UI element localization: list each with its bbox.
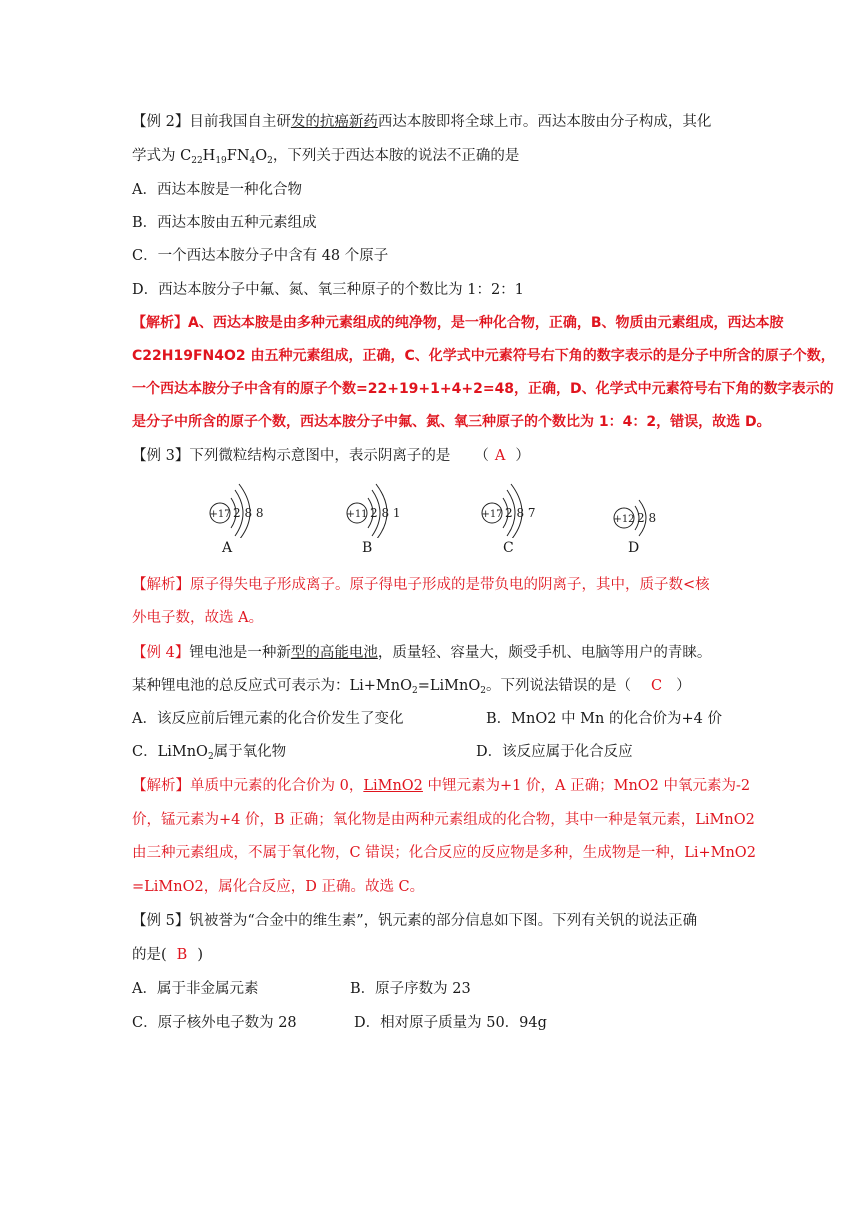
atom-diagram-a xyxy=(205,478,285,542)
atom-b-electrons: 2 8 1 xyxy=(370,506,401,520)
ex2-solution-line4: 是分子中所含的原子个数，西达本胺分子中氟、氮、氧三种原子的个数比为 1：4：2，错误，故选 D。 xyxy=(132,414,771,430)
ex4-option-a: A．该反应前后锂元素的化合价发生了变化 xyxy=(132,711,404,727)
ex2-solution-line2: C22H19FN4O2 由五种元素组成，正确，C、化学式中元素符号右下角的数字表示的是分子中所含的原子个数， xyxy=(132,348,835,364)
ex2-option-b: B．西达本胺由五种元素组成 xyxy=(132,215,317,231)
atom-label-c: C xyxy=(503,540,514,556)
ex4-question-line2: 某种锂电池的总反应式可表示为：Li+MnO$_2$=LiMnO$_2$。下列说法错误的是（ C ） xyxy=(132,678,691,696)
ex2-question-line1: 【例 2】目前我国自主研发的抗癌新药西达本胺即将全球上市。西达本胺由分子构成，其化 xyxy=(132,114,712,130)
ex3-solution-line1: 【解析】原子得失电子形成离子。原子得电子形成的是带负电的阴离子，其中，质子数<核 xyxy=(132,577,710,593)
ex4-solution-line1: 【解析】单质中元素的化合价为 0，LiMnO2 中锂元素为+1 价，A 正确；MnO2 中氧元素为-2 xyxy=(132,778,751,794)
ex5-answer: B xyxy=(176,947,188,963)
ex2-option-d: D．西达本胺分子中氟、氮、氧三种原子的个数比为 1：2：1 xyxy=(132,282,524,298)
atom-diagram-b xyxy=(345,478,425,542)
ex5-tag: 【例 5】 xyxy=(132,913,190,929)
atom-label-b: B xyxy=(362,540,373,556)
ex2-solution-line3: 一个西达本胺分子中含有的原子个数=22+19+1+4+2=48，正确，D、化学式中元素符号右下角的数字表示的 xyxy=(132,381,834,397)
ex3-answer: A xyxy=(494,448,506,464)
ex4-option-c: C．LiMnO$_2$属于氧化物 xyxy=(132,744,287,762)
atom-label-d: D xyxy=(628,540,640,556)
atom-structure-icon xyxy=(612,478,682,538)
atom-structure-icon xyxy=(480,478,560,538)
ex2-option-a: A．西达本胺是一种化合物 xyxy=(132,182,302,198)
atom-structure-icon xyxy=(205,478,285,538)
atom-label-a: A xyxy=(222,540,233,556)
atom-c-nucleus: +17 xyxy=(481,509,503,520)
ex4-option-b: B．MnO2 中 Mn 的化合价为+4 价 xyxy=(486,711,722,727)
ex2-question-line2: 学式为 $C_{22}H_{19}FN_4O_2$，下列关于西达本胺的说法不正确的是 xyxy=(132,148,520,166)
ex5-question-line2: 的是( B ) xyxy=(132,947,203,963)
atom-d-nucleus: +12 xyxy=(613,514,635,525)
ex3-solution-line2: 外电子数，故选 A。 xyxy=(132,610,264,626)
ex5-option-a: A．属于非金属元素 xyxy=(132,981,259,997)
atom-structure-icon xyxy=(345,478,425,538)
ex5-question-line1: 【例 5】钒被誉为“合金中的维生素”，钒元素的部分信息如下图。下列有关钒的说法正确 xyxy=(132,913,698,929)
atom-a-electrons: 2 8 8 xyxy=(233,506,264,520)
ex5-option-b: B．原子序数为 23 xyxy=(350,981,471,997)
atom-d-electrons: 2 8 xyxy=(637,511,657,525)
ex5-option-c: C．原子核外电子数为 28 xyxy=(132,1015,297,1031)
atom-diagram-d xyxy=(612,478,682,542)
atom-b-nucleus: +11 xyxy=(346,509,368,520)
ex4-solution-line4: =LiMnO2，属化合反应，D 正确。故选 C。 xyxy=(132,879,425,895)
atom-c-electrons: 2 8 7 xyxy=(505,506,536,520)
ex3-question: 【例 3】下列微粒结构示意图中，表示阴离子的是 （ A ） xyxy=(132,448,530,464)
ex4-option-d: D．该反应属于化合反应 xyxy=(476,744,633,760)
atom-diagram-c xyxy=(480,478,560,542)
ex3-tag: 【例 3】 xyxy=(132,448,190,464)
ex4-solution-line2: 价，锰元素为+4 价，B 正确；氧化物是由两种元素组成的化合物，其中一种是氧元素，LiMnO2 xyxy=(132,812,755,828)
ex2-solution-line1: 【解析】A、西达本胺是由多种元素组成的纯净物，是一种化合物，正确，B、物质由元素组成，西达本胺 xyxy=(132,315,784,331)
atom-a-nucleus: +17 xyxy=(209,509,231,520)
ex4-solution-line3: 由三种元素组成，不属于氧化物，C 错误；化合反应的反应物是多种，生成物是一种，Li+MnO2 xyxy=(132,845,756,861)
ex5-option-d: D．相对原子质量为 50．94g xyxy=(354,1015,547,1031)
ex2-option-c: C．一个西达本胺分子中含有 48 个原子 xyxy=(132,248,389,264)
ex4-answer: C xyxy=(650,678,663,694)
ex4-tag: 【例 4】 xyxy=(132,645,190,661)
ex2-tag: 【例 2】 xyxy=(132,114,190,130)
ex4-question-line1: 【例 4】锂电池是一种新型的高能电池，质量轻、容量大，颇受手机、电脑等用户的青睐。 xyxy=(132,645,712,661)
